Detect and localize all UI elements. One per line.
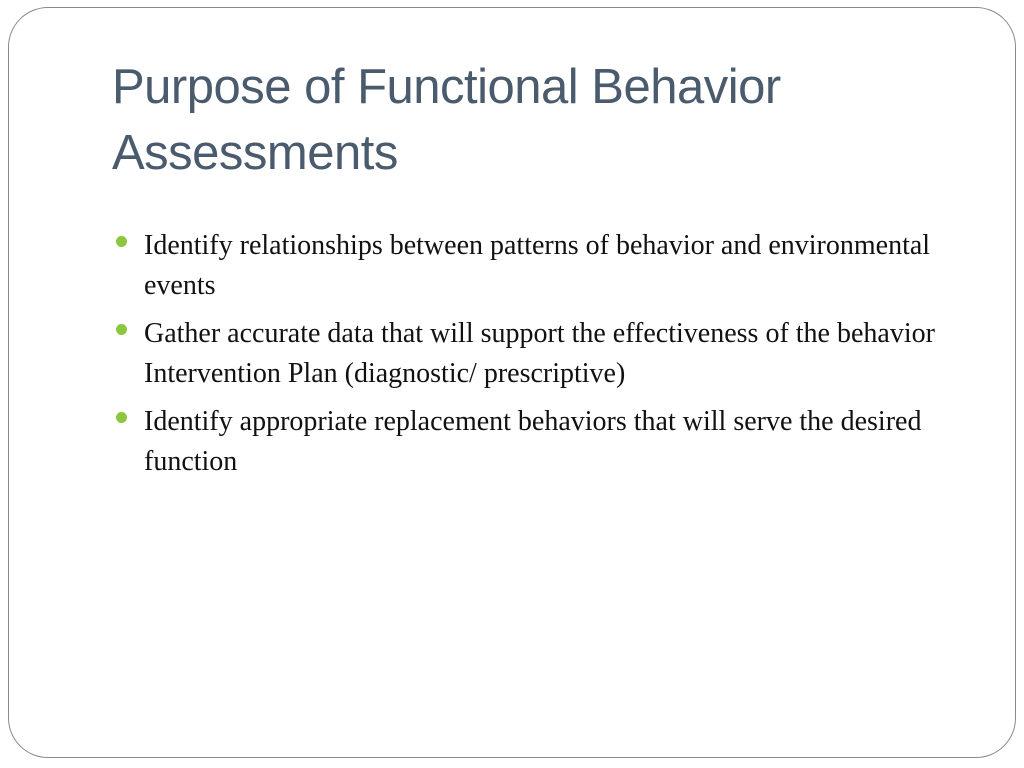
slide-title: Purpose of Functional Behavior Assessments [112,60,781,180]
bullet-text: Identify appropriate replacement behaviors that will serve the desired function [144,406,922,477]
list-item [116,314,986,394]
list-item [116,226,986,306]
bullet-list [116,226,986,490]
bullet-dot-icon [116,324,127,335]
list-item [116,402,986,482]
bullet-dot-icon [116,236,127,247]
bullet-dot-icon [116,412,127,423]
bullet-text: Identify relationships between patterns of behavior and environmental events [144,230,931,301]
bullet-text: Gather accurate data that will support the effectiveness of the behavior Intervention Plan (diagnostic/ prescriptive) [144,318,935,389]
